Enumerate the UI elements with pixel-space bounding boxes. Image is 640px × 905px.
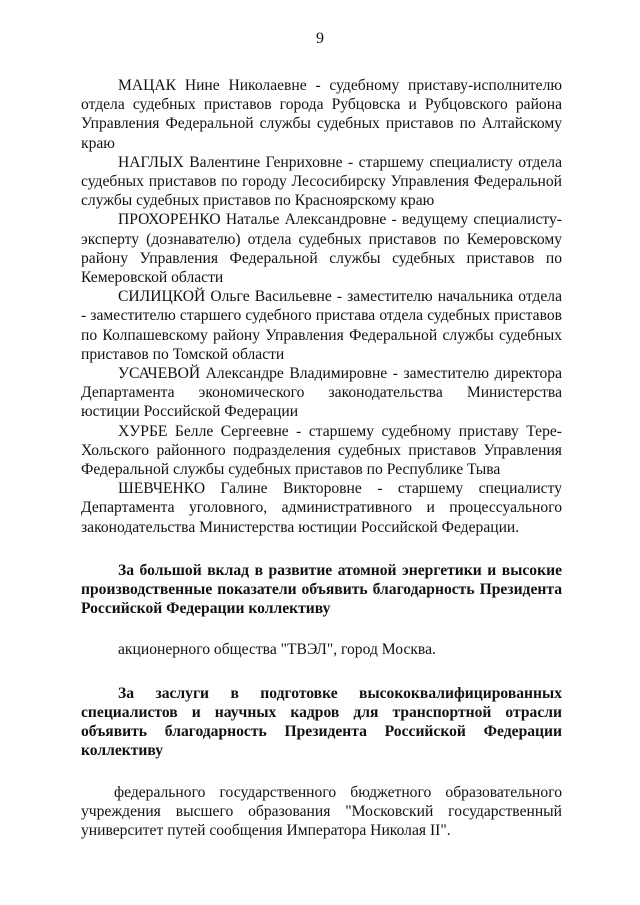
awardee-paragraph: УСАЧЕВОЙ Александре Владимировне - заместителю директора Департамента экономического законодательства Министерства юстиции Российской Федерации	[81, 365, 562, 421]
document-body	[81, 76, 562, 840]
awardee-paragraph: МАЦАК Нине Николаевне - судебному приставу-исполнителю отдела судебных приставов города Рубцовска и Рубцовского района Управления Федеральной службы судебных приставов по Алтайскому краю	[81, 77, 562, 152]
page-number: 9	[316, 30, 324, 47]
section-heading-atomic-energy: За большой вклад в развитие атомной энергетики и высокие производственные показатели объявить благодарность Президента Российской Федерации коллективу	[81, 561, 562, 618]
awardee-paragraph: ШЕВЧЕНКО Галине Викторовне - старшему специалисту Департамента уголовного, административного и процессуального законодательства Министерства юстиции Российской Федерации.	[81, 480, 562, 536]
collective-recipient: акционерного общества "ТВЭЛ", город Москва.	[118, 641, 436, 659]
awardee-paragraph: ПРОХОРЕНКО Наталье Александровне - ведущему специалисту-эксперту (дознавателю) отдела судебных приставов по Кемеровскому району Управления Федеральной службы судебных приставов по Кемеровской области	[81, 211, 562, 287]
awardee-paragraph: СИЛИЦКОЙ Ольге Васильевне - заместителю начальника отдела - заместителю старшего судебного пристава отдела судебных приставов по Колпашевскому району Управления Федеральной службы судебных приставов по Томской области	[81, 288, 562, 363]
section-heading-transport-education: За заслуги в подготовке высококвалифицированных специалистов и научных кадров для транспортной отрасли объявить благодарность Президента Российской Федерации коллективу	[81, 684, 562, 760]
awardee-paragraph: НАГЛЫХ Валентине Генриховне - старшему специалисту отдела судебных приставов по городу Лесосибирску Управления Федеральной службы судебных приставов по Красноярскому краю	[81, 153, 562, 210]
awardee-paragraph: ХУРБЕ Белле Сергеевне - старшему судебному приставу Тере-Хольского районного подразделения судебных приставов Управления Федеральной службы судебных приставов по Республике Тыва	[81, 422, 562, 479]
collective-recipient: федерального государственного бюджетного образовательного учреждения высшего образования "Московский государственный университет путей сообщения Императора Николая II".	[81, 783, 562, 839]
